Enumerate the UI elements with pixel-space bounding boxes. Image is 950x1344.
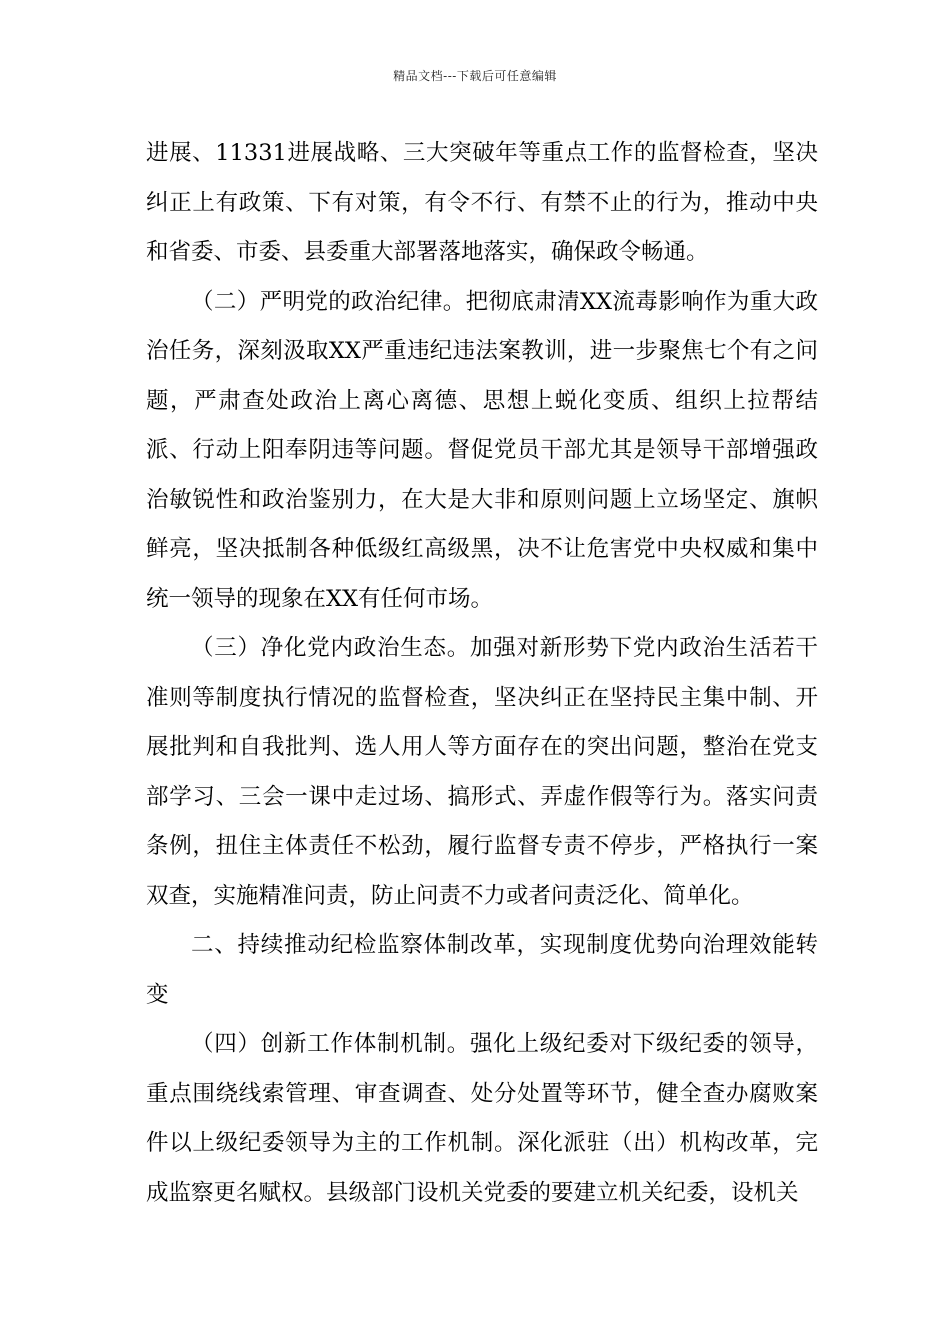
paragraph-continued: 进展、11331进展战略、三大突破年等重点工作的监督检查，坚决纠正上有政策、下有对策，有令不行、有禁不止的行为，推动中央和省委、市委、县委重大部署落地落实，确保政令畅通。 [146, 140, 818, 265]
paragraph-section-2: （二）严明党的政治纪律。把彻底肃清XX流毒影响作为重大政治任务，深刻汲取XX严重违纪违法案教训，进一步聚焦七个有之问题，严肃查处政治上离心离德、思想上蜕化变质、组织上拉帮结派、行动上阳奉阴违等问题。督促党员干部尤其是领导干部增强政治敏锐性和政治鉴别力，在大是大非和原则问题上立场坚定、旗帜鲜亮，坚决抵制各种低级红高级黑，决不让危害党中央权威和集中统一领导的现象在XX有任何市场。 [146, 288, 818, 612]
heading-part-2: 二、持续推动纪检监察体制改革，实现制度优势向治理效能转变 [146, 932, 818, 1008]
paragraph-section-4: （四）创新工作体制机制。强化上级纪委对下级纪委的领导，重点围绕线索管理、审查调查、处分处置等环节，健全查办腐败案件以上级纪委领导为主的工作机制。深化派驻（出）机构改革，完成监察更名赋权。县级部门设机关党委的要建立机关纪委，设机关 [146, 1031, 818, 1206]
page-header: 精品文档---下载后可任意编辑 [393, 69, 557, 83]
paragraph-section-3: （三）净化党内政治生态。加强对新形势下党内政治生活若干准则等制度执行情况的监督检查，坚决纠正在坚持民主集中制、开展批判和自我批判、选人用人等方面存在的突出问题，整治在党支部学习、三会一课中走过场、搞形式、弄虚作假等行为。落实问责条例，扭住主体责任不松劲，履行监督专责不停步，严格执行一案双查，实施精准问责，防止问责不力或者问责泛化、简单化。 [146, 635, 818, 909]
document-body [146, 129, 818, 1218]
